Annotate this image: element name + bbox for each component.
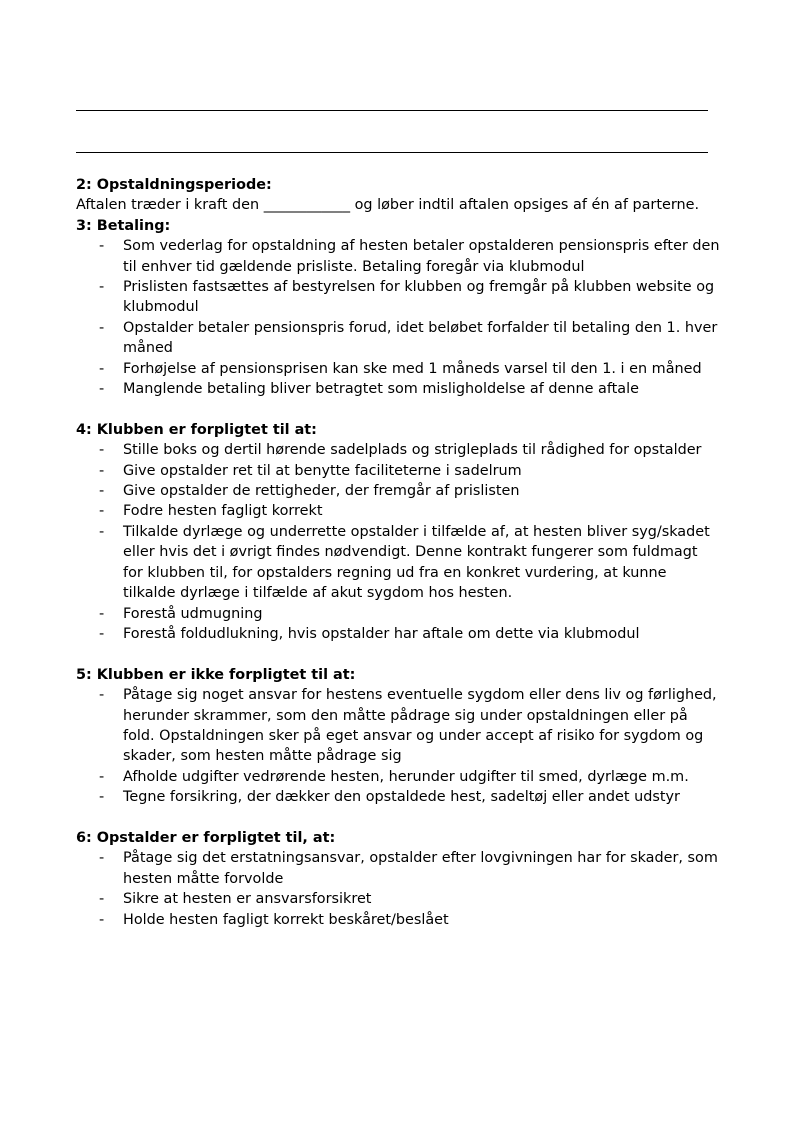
list-item (76, 277, 721, 318)
list-item-text: Påtage sig det erstatningsansvar, opstalder efter lovgivningen har for skader, som hesten måtte forvolde (123, 850, 718, 887)
list-item-text: Opstalder betaler pensionspris forud, idet beløbet forfalder til betaling den 1. hver måned (123, 319, 718, 357)
section-2-text-after: og løber indtil aftalen opsiges af én af parterne. (354, 197, 700, 214)
section-3-heading: 3: Betaling: (76, 217, 171, 234)
list-item-text: Forestå udmugning (123, 605, 263, 622)
dash-bullet: - (99, 605, 105, 622)
list-item (76, 318, 721, 359)
list-item-text: Sikre at hesten er ansvarsforsikret (123, 891, 372, 908)
list-item (76, 236, 721, 277)
list-item-text: Afholde udgifter vedrørende hesten, herunder udgifter til smed, dyrlæge m.m. (123, 768, 689, 785)
list-item-text: Fodre hesten fagligt korrekt (123, 503, 323, 520)
dash-bullet: - (99, 381, 105, 398)
section-spacer (76, 399, 721, 419)
dash-bullet: - (99, 891, 105, 908)
list-item (76, 685, 721, 767)
section-5-heading: 5: Klubben er ikke forpligtet til at: (76, 666, 356, 683)
list-item (76, 379, 721, 399)
blank-line-1 (76, 110, 708, 111)
start-date-blank: ____________ (263, 197, 351, 214)
list-item (76, 501, 721, 521)
contract-body (76, 175, 721, 930)
list-item-text: Forestå foldudlukning, hvis opstalder har aftale om dette via klubmodul (123, 625, 640, 642)
list-item-text: Tilkalde dyrlæge og underrette opstalder i tilfælde af, at hesten bliver syg/skadet eller hvis det i øvrigt findes nødvendigt. Denne kontrakt fungerer som fuldmagt for klubben til, for opstalders regning ud fra en konkret vurdering, at kunne tilkalde dyrlæge i tilfælde af akut sygdom hos hesten. (123, 523, 710, 602)
section-2-text-before: Aftalen træder i kraft den (76, 197, 260, 214)
dash-bullet: - (99, 319, 105, 336)
section-2-text (76, 195, 721, 215)
list-item (76, 440, 721, 460)
list-item (76, 604, 721, 624)
dash-bullet: - (99, 503, 105, 520)
dash-bullet: - (99, 687, 105, 704)
list-item (76, 461, 721, 481)
dash-bullet: - (99, 238, 105, 255)
dash-bullet: - (99, 483, 105, 500)
list-item-text: Prislisten fastsættes af bestyrelsen for klubben og fremgår på klubben website og klubmodul (123, 279, 715, 316)
list-item (76, 522, 721, 604)
list-item-text: Manglende betaling bliver betragtet som misligholdelse af denne aftale (123, 381, 639, 398)
section-6-heading: 6: Opstalder er forpligtet til, at: (76, 829, 336, 846)
section-5-list (76, 685, 721, 807)
list-item (76, 767, 721, 787)
dash-bullet: - (99, 442, 105, 459)
list-item (76, 910, 721, 930)
section-4-list (76, 440, 721, 644)
list-item (76, 848, 721, 889)
section-4-heading: 4: Klubben er forpligtet til at: (76, 421, 317, 438)
list-item-text: Tegne forsikring, der dækker den opstaldede hest, sadeltøj eller andet udstyr (123, 789, 680, 806)
section-spacer (76, 808, 721, 828)
list-item-text: Stille boks og dertil hørende sadelplads og strigleplads til rådighed for opstalder (123, 442, 702, 459)
list-item-text: Forhøjelse af pensionsprisen kan ske med 1 måneds varsel til den 1. i en måned (123, 360, 702, 377)
section-3-list (76, 236, 721, 399)
dash-bullet: - (99, 360, 105, 377)
list-item (76, 889, 721, 909)
dash-bullet: - (99, 789, 105, 806)
section-6-list (76, 848, 721, 930)
dash-bullet: - (99, 625, 105, 642)
list-item-text: Som vederlag for opstaldning af hesten betaler opstalderen pensionspris efter den til enhver tid gældende prisliste. Betaling foregår via klubmodul (123, 238, 720, 275)
dash-bullet: - (99, 523, 105, 540)
list-item-text: Påtage sig noget ansvar for hestens eventuelle sygdom eller dens liv og førlighed, herunder skrammer, som den måtte pådrage sig under opstaldningen eller på fold. Opstaldningen sker på eget ansvar og under accept af risiko for sygdom og skader, som hesten måtte pådrage sig (123, 687, 717, 765)
section-2-heading: 2: Opstaldningsperiode: (76, 177, 272, 193)
list-item (76, 787, 721, 807)
dash-bullet: - (99, 279, 105, 296)
dash-bullet: - (99, 462, 105, 479)
list-item-text: Holde hesten fagligt korrekt beskåret/beslået (123, 911, 449, 928)
section-spacer (76, 644, 721, 664)
list-item (76, 359, 721, 379)
dash-bullet: - (99, 768, 105, 785)
list-item-text: Give opstalder ret til at benytte faciliteterne i sadelrum (123, 462, 522, 479)
list-item (76, 624, 721, 644)
list-item (76, 481, 721, 501)
blank-line-2 (76, 152, 708, 153)
dash-bullet: - (99, 850, 105, 867)
list-item-text: Give opstalder de rettigheder, der fremgår af prislisten (123, 483, 520, 500)
dash-bullet: - (99, 911, 105, 928)
